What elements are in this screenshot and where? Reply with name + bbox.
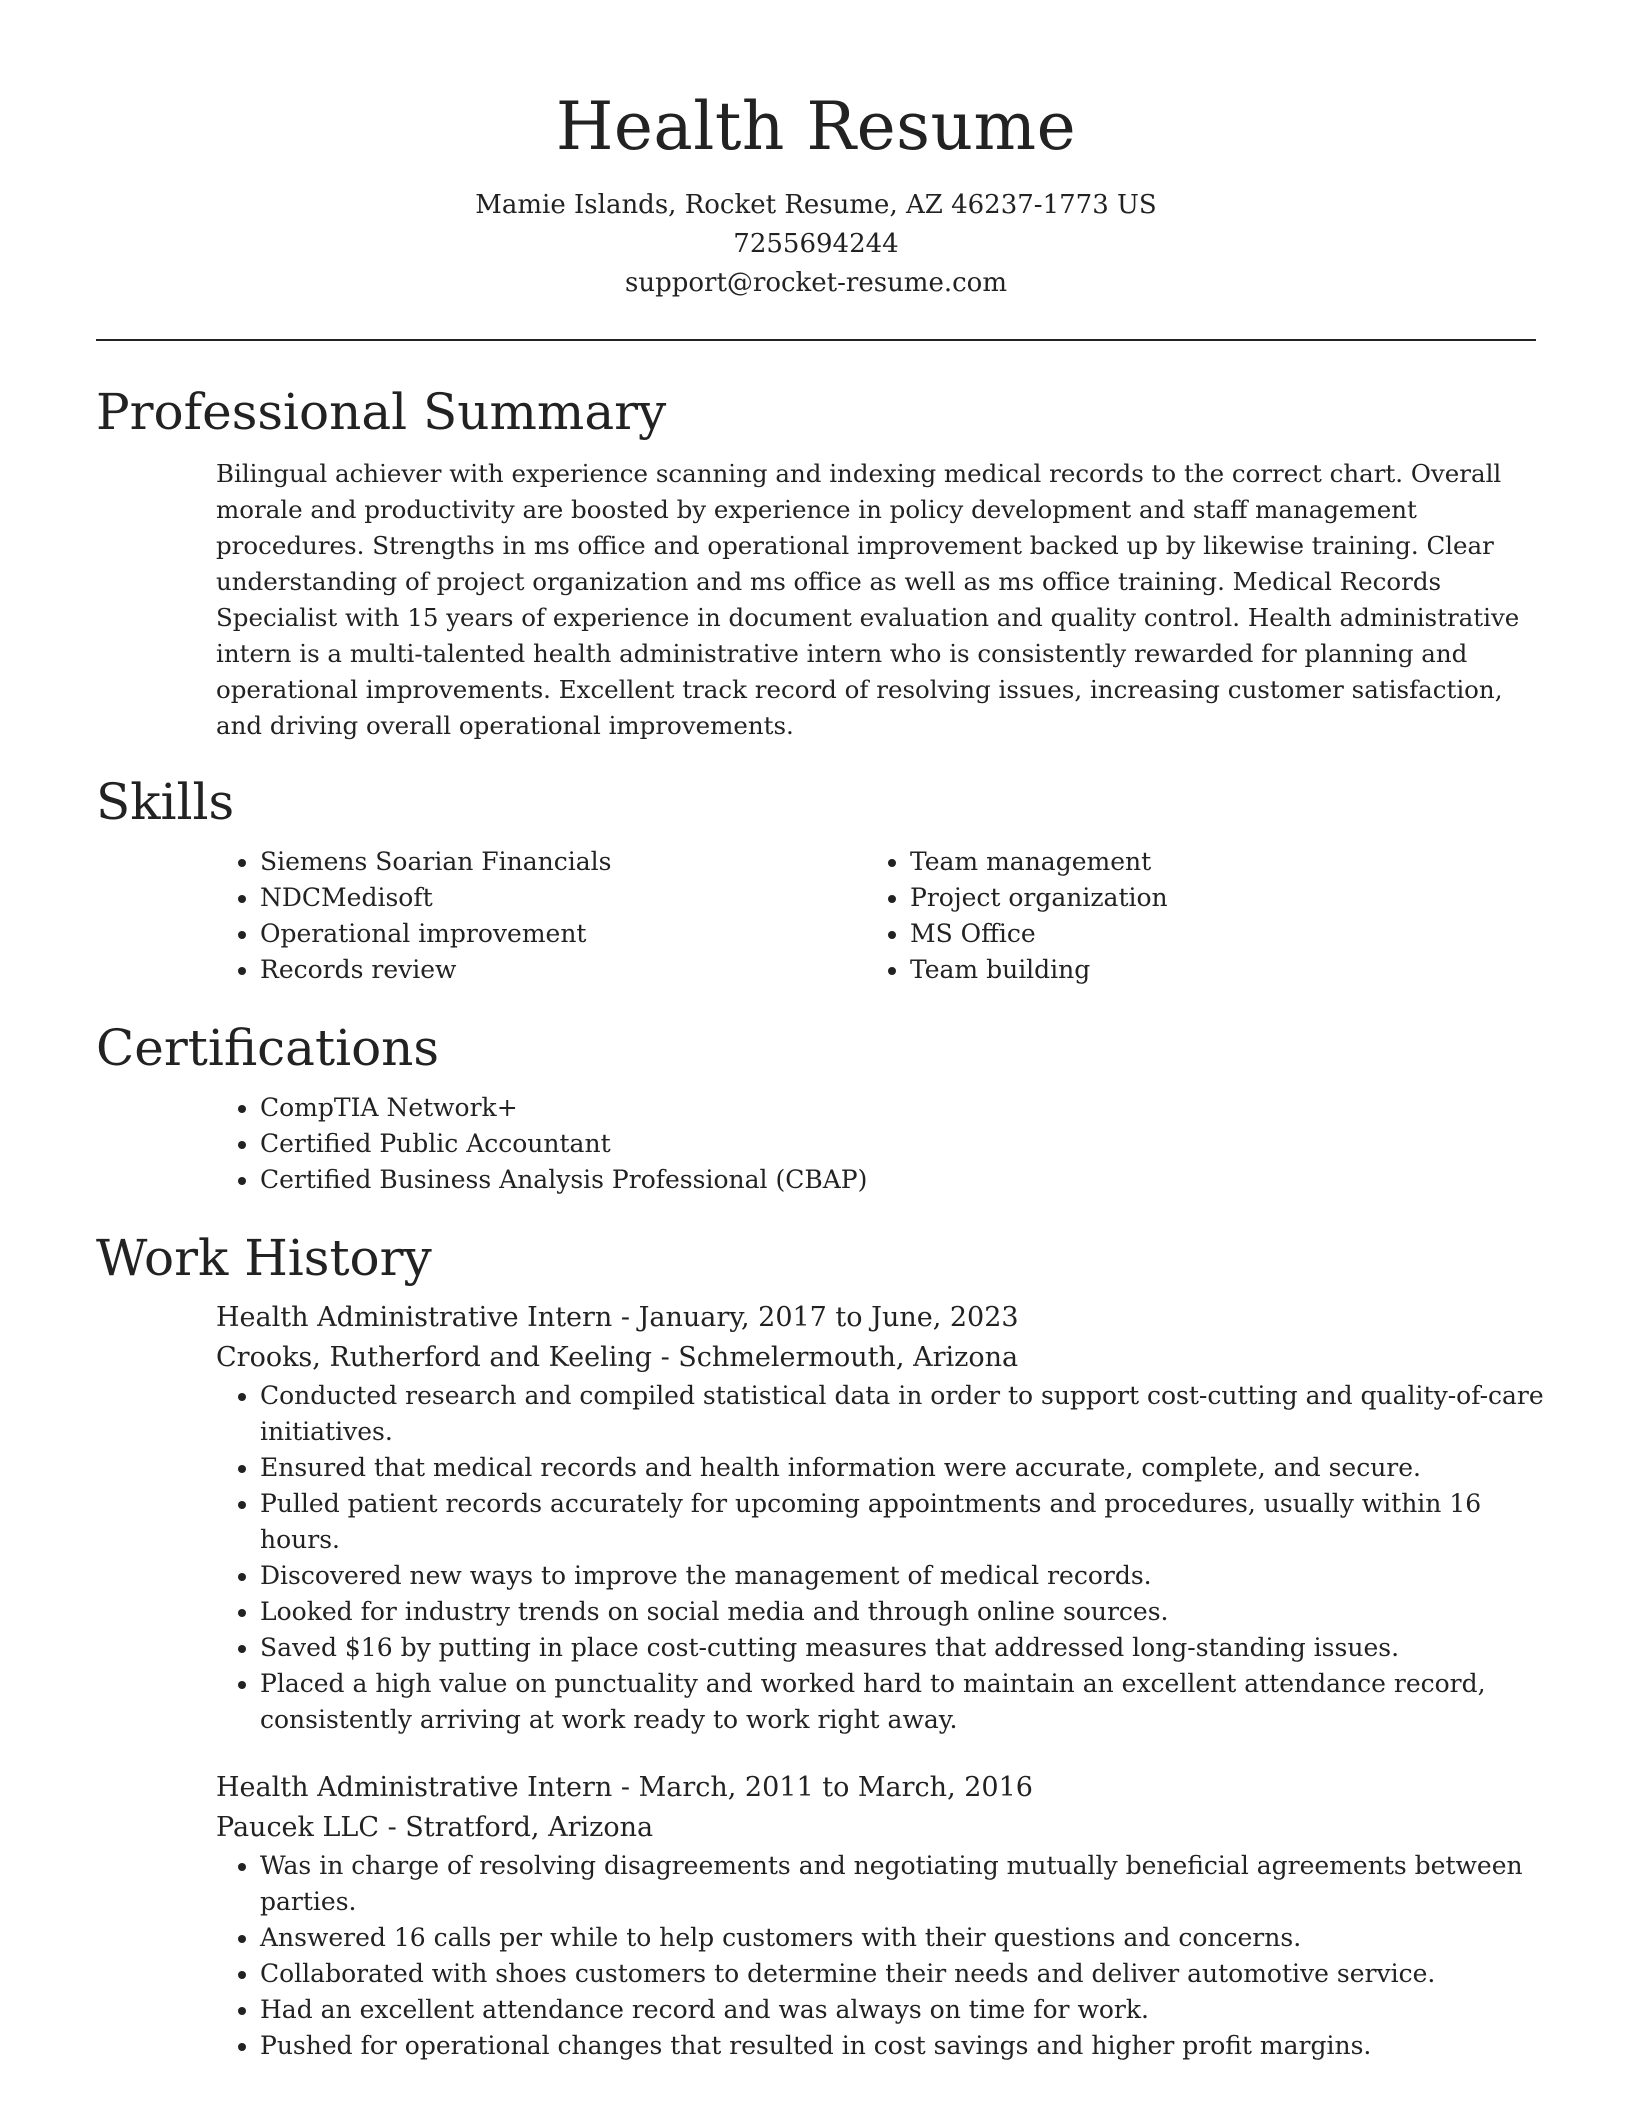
header-divider (96, 339, 1536, 341)
resume-page (96, 0, 1544, 2060)
skills-columns (216, 844, 1536, 988)
list-item: • Had an excellent attendance record and was always on time for work. (260, 1992, 1560, 2028)
resume-header (96, 0, 1536, 341)
contact-block (96, 186, 1536, 303)
job-company-location: Paucek LLC - Stratford, Arizona (216, 1812, 654, 1843)
summary-section (96, 380, 1536, 744)
list-item: • Certified Public Accountant (260, 1126, 1536, 1162)
summary-text: Bilingual achiever with experience scanning and indexing medical records to the correct chart. Overall morale and productivity are boosted by experience in policy development and staff management procedures. Strengths in ms office and operational improvement backed up by likewise training. Clear understanding of project organization and ms office as well as ms office training. Medical Records Specialist with 15 years of experience in document evaluation and quality control. Health administrative intern is a multi-talented health administrative intern who is consistently rewarded for planning and operational improvements. Excellent track record of resolving issues, increasing customer satisfaction, and driving overall operational improvements. (216, 459, 1520, 740)
contact-phone: 7255694244 (733, 229, 899, 259)
list-item: • Placed a high value on punctuality and worked hard to maintain an excellent attendance record, consistently arriving at work ready to work right away. (260, 1666, 1560, 1738)
list-item: • Looked for industry trends on social media and through online sources. (260, 1594, 1560, 1630)
list-item: • Pushed for operational changes that resulted in cost savings and higher profit margins. (260, 2028, 1560, 2064)
list-item: • Collaborated with shoes customers to determine their needs and deliver automotive service. (260, 1956, 1560, 1992)
certifications-column (216, 1090, 1536, 1198)
list-item: • Conducted research and compiled statistical data in order to support cost-cutting and quality-of-care initiatives. (260, 1378, 1560, 1450)
contact-email: support@rocket-resume.com (624, 268, 1007, 298)
list-item: • Team management (910, 844, 1516, 880)
skills-section (96, 770, 1536, 988)
page-title: Health Resume (555, 88, 1077, 165)
job-company-location: Crooks, Rutherford and Keeling - Schmelermouth, Arizona (216, 1342, 1019, 1373)
skills-title: Skills (96, 773, 235, 831)
job-entry (216, 1298, 1544, 1738)
work-section (96, 1226, 1544, 2064)
list-item: • Was in charge of resolving disagreements and negotiating mutually beneficial agreements between parties. (260, 1848, 1560, 1920)
list-item: • Project organization (910, 880, 1516, 916)
job-role-dates: Health Administrative Intern - March, 2011 to March, 2016 (216, 1772, 1033, 1803)
list-item: • NDCMedisoft (260, 880, 866, 916)
summary-title: Professional Summary (96, 383, 667, 441)
list-item: • Team building (910, 952, 1516, 988)
job-bullets (216, 1378, 1560, 1738)
list-item: • Ensured that medical records and health information were accurate, complete, and secure. (260, 1450, 1560, 1486)
contact-address: Mamie Islands, Rocket Resume, AZ 46237-1773 US (475, 190, 1157, 220)
skills-column-right (866, 844, 1516, 988)
list-item: • Saved $16 by putting in place cost-cutting measures that addressed long-standing issues. (260, 1630, 1560, 1666)
job-bullets (216, 1848, 1560, 2064)
skills-list-left (216, 844, 866, 988)
certifications-section (96, 1016, 1536, 1198)
list-item: • MS Office (910, 916, 1516, 952)
list-item: • Pulled patient records accurately for upcoming appointments and procedures, usually within 16 hours. (260, 1486, 1560, 1558)
list-item: • Records review (260, 952, 866, 988)
list-item: • CompTIA Network+ (260, 1090, 1536, 1126)
job-role-dates: Health Administrative Intern - January, 2017 to June, 2023 (216, 1302, 1019, 1333)
job-entry (216, 1768, 1536, 2064)
certifications-title: Certifications (96, 1019, 440, 1077)
list-item: • Answered 16 calls per while to help customers with their questions and concerns. (260, 1920, 1560, 1956)
list-item: • Discovered new ways to improve the management of medical records. (260, 1558, 1560, 1594)
skills-list-right (866, 844, 1516, 988)
work-title: Work History (96, 1229, 432, 1287)
list-item: • Siemens Soarian Financials (260, 844, 866, 880)
list-item: • Certified Business Analysis Professional (CBAP) (260, 1162, 1536, 1198)
list-item: • Operational improvement (260, 916, 866, 952)
skills-column-left (216, 844, 866, 988)
certifications-list (216, 1090, 1536, 1198)
